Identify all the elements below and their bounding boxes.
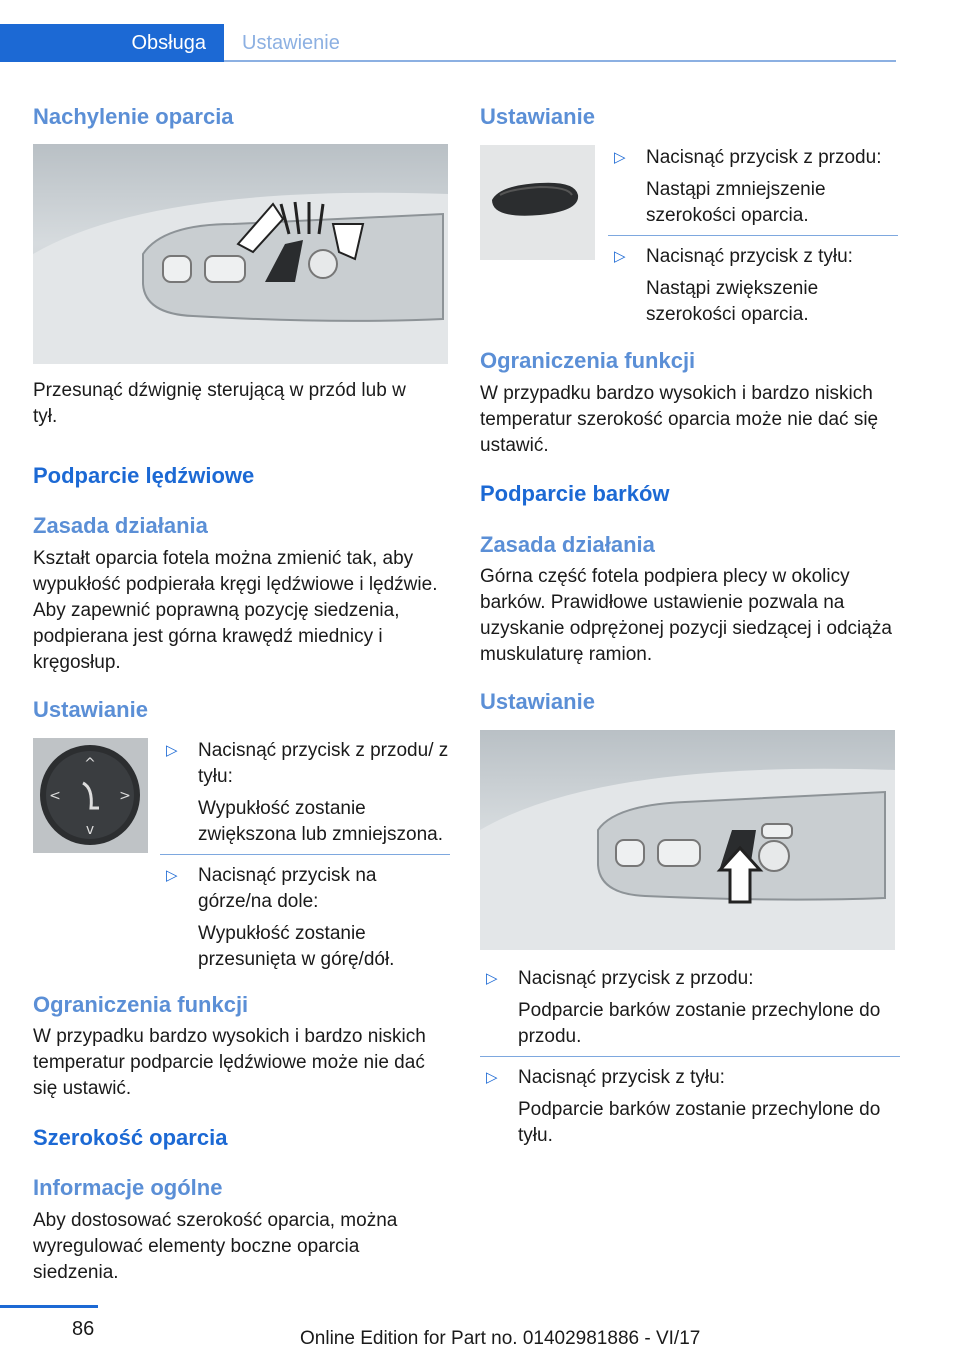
triangle-bullet-icon: ▷ xyxy=(614,248,626,265)
result-text: Nastąpi zmniejszenie szerokości oparcia. xyxy=(646,179,826,226)
list-item xyxy=(480,1056,900,1149)
heading-shoulder-principle: Zasada działania xyxy=(480,532,655,557)
result-text: Wypukłość zostanie zwiększona lub zmniejszona. xyxy=(198,798,444,845)
shoulder-principle-text: Górna część fotela podpiera plecy w okolicy barków. Prawidłowe ustawienie pozwala na uzyskanie odprężonej pozycji siedzącej i odciąża muskulaturę ramion. xyxy=(480,566,892,665)
heading-lumbar-limits: Ograniczenia funkcji xyxy=(33,992,249,1017)
result-text: Podparcie barków zostanie przechylone do tyłu. xyxy=(518,1099,881,1146)
heading-width-limits: Ograniczenia funkcji xyxy=(480,348,696,373)
triangle-bullet-icon: ▷ xyxy=(614,149,626,166)
edition-text: Online Edition for Part no. 01402981886 - VI/17 xyxy=(300,1328,701,1349)
shoulder-adjust-list xyxy=(480,966,900,1155)
list-item xyxy=(480,966,900,1050)
svg-text:>: > xyxy=(119,788,131,804)
action-text: Nacisnąć przycisk z przodu/ z tyłu: xyxy=(198,740,449,787)
action-text: Nacisnąć przycisk na górze/na dole: xyxy=(198,865,377,912)
tab-obsluga[interactable]: Obsługa xyxy=(0,24,224,62)
action-text: Nacisnąć przycisk z przodu: xyxy=(518,968,754,989)
action-text: Nacisnąć przycisk z tyłu: xyxy=(518,1067,725,1088)
heading-shoulder: Podparcie barków xyxy=(480,481,670,506)
triangle-bullet-icon: ▷ xyxy=(486,1069,498,1086)
tab-ustawienie[interactable]: Ustawienie xyxy=(242,32,340,54)
heading-shoulder-adjust: Ustawianie xyxy=(480,689,595,714)
heading-width: Szerokość oparcia xyxy=(33,1125,228,1150)
svg-text:<: < xyxy=(49,788,61,804)
seat-controls-shoulder-photo xyxy=(480,730,895,950)
result-text: Nastąpi zwiększenie szerokości oparcia. xyxy=(646,278,819,325)
heading-lumbar-principle: Zasada działania xyxy=(33,513,208,538)
footer-divider xyxy=(0,1305,98,1308)
lumbar-adjust-list xyxy=(160,738,450,979)
svg-text:v: v xyxy=(85,822,95,838)
width-control-photo xyxy=(480,145,595,260)
lumbar-control-photo xyxy=(33,738,148,853)
seat-controls-tilt-photo xyxy=(33,144,448,364)
action-text: Nacisnąć przycisk z tyłu: xyxy=(646,246,853,267)
result-text: Podparcie barków zostanie przechylone do przodu. xyxy=(518,1000,881,1047)
heading-tilt: Nachylenie oparcia xyxy=(33,104,234,129)
width-adjust-list xyxy=(608,145,898,334)
triangle-bullet-icon: ▷ xyxy=(166,867,178,884)
triangle-bullet-icon: ▷ xyxy=(166,742,178,759)
width-general-text: Aby dostosować szerokość oparcia, można wyregulować elementy boczne oparcia siedzenia. xyxy=(33,1210,398,1283)
action-text: Nacisnąć przycisk z przodu: xyxy=(646,147,882,168)
svg-text:^: ^ xyxy=(84,756,96,772)
lumbar-limits-text: W przypadku bardzo wysokich i bardzo niskich temperatur podparcie lędźwiowe może nie dać się ustawić. xyxy=(33,1026,426,1099)
result-text: Wypukłość zostanie przesunięta w górę/dół. xyxy=(198,923,395,970)
list-item xyxy=(160,854,450,973)
width-limits-text: W przypadku bardzo wysokich i bardzo niskich temperatur szerokość oparcia może nie dać się ustawić. xyxy=(480,383,879,456)
page-number: 86 xyxy=(72,1318,95,1340)
tilt-text: Przesunąć dźwignię sterującą w przód lub w tył. xyxy=(33,380,406,427)
list-item xyxy=(608,235,898,328)
heading-width-general: Informacje ogólne xyxy=(33,1175,223,1200)
list-item xyxy=(608,145,898,229)
heading-width-adjust: Ustawianie xyxy=(480,104,595,129)
heading-lumbar: Podparcie lędźwiowe xyxy=(33,463,255,488)
header-divider xyxy=(224,60,896,62)
list-item xyxy=(160,738,450,848)
heading-lumbar-adjust: Ustawianie xyxy=(33,697,148,722)
lumbar-principle-text: Kształt oparcia fotela można zmienić tak, aby wypukłość podpierała kręgi lędźwiowe i lędźwie. Aby zapewnić poprawną pozycję siedzenia, podpierana jest górna krawędź miednicy i kręgosłup. xyxy=(33,548,438,673)
triangle-bullet-icon: ▷ xyxy=(486,970,498,987)
